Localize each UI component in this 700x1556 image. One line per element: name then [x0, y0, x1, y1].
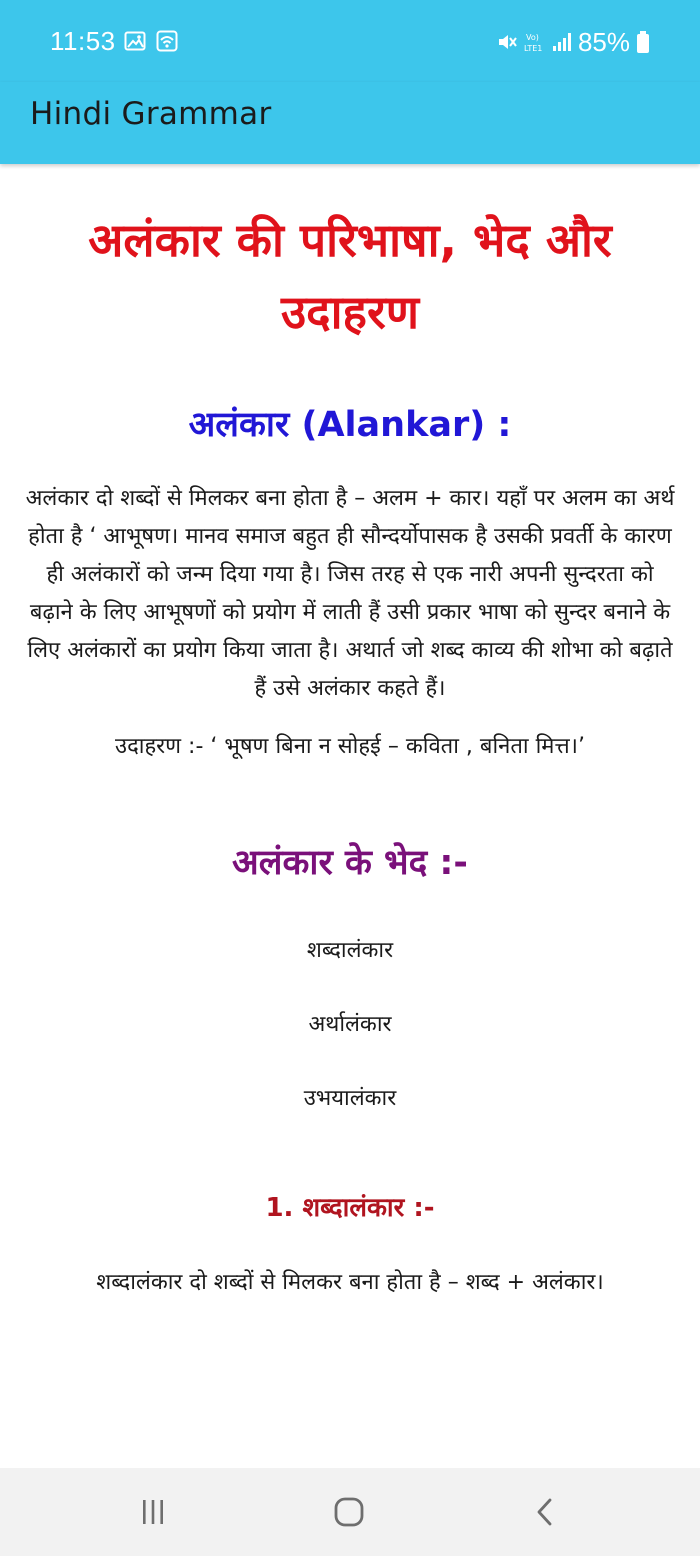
gallery-icon [124, 30, 146, 52]
mute-icon [496, 31, 518, 53]
back-button[interactable] [515, 1490, 575, 1534]
back-icon [530, 1497, 560, 1527]
status-right-group [496, 26, 650, 58]
recents-icon [138, 1497, 168, 1527]
type-item-ubhayalankar: उभयालंकार [303, 1086, 397, 1111]
section-heading-alankar: अलंकार (Alankar) : [188, 405, 512, 445]
app-bar [0, 82, 700, 164]
section-heading-types: अलंकार के भेद :- [232, 843, 468, 883]
page-title: अलंकार की परिभाषा, भेद और उदाहरण [88, 213, 612, 339]
app-title: Hindi Grammar [30, 96, 272, 132]
volte-icon [524, 30, 546, 54]
type-item-shabdalankar: शब्दालंकार [306, 938, 394, 963]
wifi-hotspot-icon [156, 30, 178, 52]
home-icon [332, 1495, 366, 1529]
type-item-arthalankar: अर्थालंकार [308, 1012, 392, 1037]
battery-percent: 85% [577, 26, 630, 57]
example-text: उदाहरण :- ‘ भूषण बिना न सोहई – कविता , बनिता मित्त।’ [115, 734, 585, 759]
subheading-shabdalankar: 1. शब्दालंकार :- [265, 1193, 435, 1223]
battery-icon [636, 30, 650, 54]
status-time: 11:53 [50, 26, 116, 56]
status-bar [0, 0, 700, 82]
home-button[interactable] [319, 1490, 379, 1534]
article-content[interactable] [0, 164, 700, 1468]
signal-icon [552, 31, 572, 53]
definition-paragraph: अलंकार दो शब्दों से मिलकर बना होता है – अलम + कार। यहाँ पर अलम का अर्थ होता है ‘ आभूषण। मानव समाज बहुत ही सौन्दर्योपासक है उसकी प्रवर्ती के कारण ही अलंकारों को जन्म दिया गया है। जिस तरह से एक नारी अपनी सुन्दरता को बढ़ाने के लिए आभूषणों को प्रयोग में लाती हैं उसी प्रकार भाषा को सुन्दर बनाने के लिए अलंकारों का प्रयोग किया जाता है। अथार्त जो शब्द काव्य की शोभा को बढ़ाते हैं उसे अलंकार कहते हैं। [25, 486, 675, 701]
navigation-bar [0, 1468, 700, 1556]
network-label: LTE1 [523, 44, 543, 53]
svg-text:Vo): Vo) [525, 33, 539, 42]
recents-button[interactable] [123, 1490, 183, 1534]
shabdalankar-paragraph: शब्दालंकार दो शब्दों से मिलकर बना होता है – शब्द + अलंकार। [96, 1270, 604, 1295]
